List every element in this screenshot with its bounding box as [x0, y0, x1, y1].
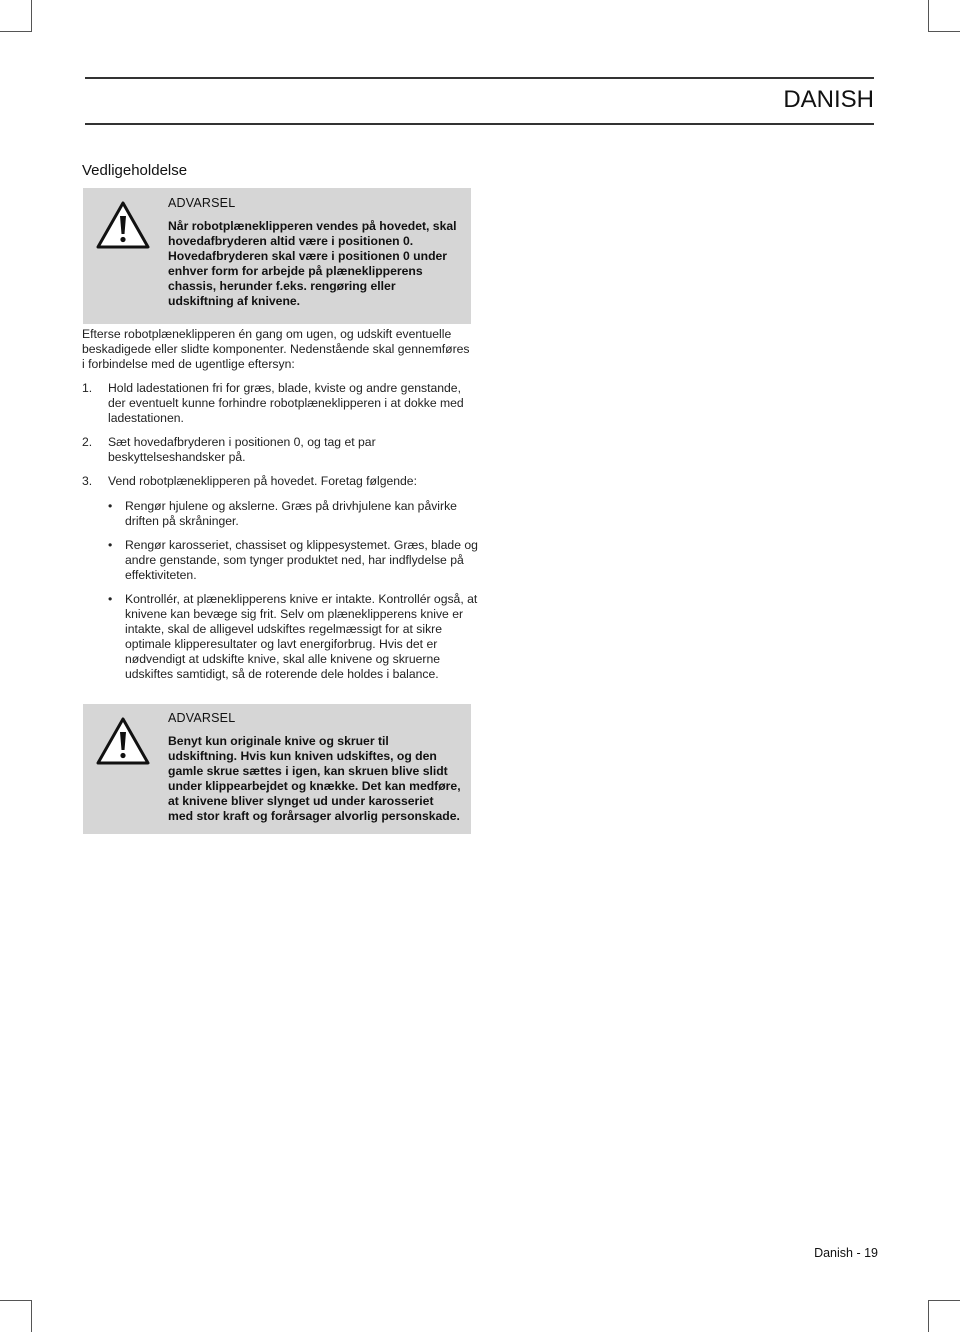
warning-triangle-icon — [95, 716, 151, 766]
bullet-item — [108, 538, 478, 583]
header-rule-top — [85, 77, 874, 79]
crop-mark — [0, 1300, 32, 1301]
step-item — [82, 381, 474, 426]
bullet-text: Rengør karosseriet, chassiset og klippesystemet. Græs, blade og andre genstande, som tynger produktet ned, har indflydelse på effektiviteten. — [125, 538, 478, 582]
warning-box — [83, 188, 471, 324]
page-header-title: DANISH — [783, 86, 874, 113]
crop-mark — [928, 1300, 929, 1332]
warning-triangle-icon — [95, 200, 151, 250]
warning-text: Når robotplæneklipperen vendes på hovedet, skal hovedafbryderen altid være i positionen 0. Hovedafbryderen skal være i positionen 0 under enhver form for arbejde på plæneklipperens chassis, herunder f.eks. rengøring eller udskiftning af knivene. — [168, 219, 457, 308]
page-footer-label: Danish - 19 — [814, 1246, 878, 1260]
crop-mark — [31, 1300, 32, 1332]
bullet-text: Rengør hjulene og akslerne. Græs på drivhjulene kan påvirke driften på skråninger. — [125, 499, 457, 528]
crop-mark — [0, 31, 32, 32]
bullet-dot-icon: • — [108, 592, 113, 606]
step-item — [82, 474, 474, 489]
crop-mark — [928, 0, 929, 32]
section-title: Vedligeholdelse — [82, 162, 188, 179]
step-text: Vend robotplæneklipperen på hovedet. Foretag følgende: — [108, 474, 417, 488]
step-text: Hold ladestationen fri for græs, blade, kviste og andre genstande, der eventuelt kunne forhindre robotplæneklipperen i at dokke med ladestationen. — [108, 381, 464, 425]
bullet-item — [108, 592, 478, 682]
bullet-dot-icon: • — [108, 538, 113, 552]
warning-heading: ADVARSEL — [168, 711, 236, 725]
step-number: 2. — [82, 435, 93, 449]
step-item — [82, 435, 474, 465]
step-text: Sæt hovedafbryderen i positionen 0, og tag et par beskyttelseshandsker på. — [108, 435, 376, 464]
header-rule-bottom — [85, 123, 874, 125]
crop-mark — [928, 31, 960, 32]
warning-text: Benyt kun originale knive og skruer til udskiftning. Hvis kun kniven udskiftes, og den gamle skrue sættes i igen, kan skruen blive slidt under klippearbejdet og knække. Det kan medføre, at knivene bliver slynget ud under karosseriet med stor kraft og forårsager alvorlig personskade. — [168, 734, 461, 823]
bullet-dot-icon: • — [108, 499, 113, 513]
step-number: 1. — [82, 381, 93, 395]
warning-heading: ADVARSEL — [168, 196, 236, 210]
warning-box — [83, 704, 471, 834]
crop-mark — [31, 0, 32, 32]
bullet-item — [108, 499, 478, 529]
step-number: 3. — [82, 474, 93, 488]
crop-mark — [928, 1300, 960, 1301]
bullet-text: Kontrollér, at plæneklipperens knive er intakte. Kontrollér også, at knivene kan bevæge sig frit. Selv om plæneklipperens knive er intakte, skal de alligevel udskiftes regelmæssigt for at sikre optimale klipperesultater og lavt energiforbrug. Hvis det er nødvendigt at udskifte knive, skal alle knivene og skruerne udskiftes samtidigt, så de roterende dele holdes i balance. — [125, 592, 478, 681]
intro-paragraph: Efterse robotplæneklipperen én gang om ugen, og udskift eventuelle beskadigede eller slidte komponenter. Nedenstående skal gennemføres i forbindelse med de ugentlige eftersyn: — [82, 327, 470, 371]
